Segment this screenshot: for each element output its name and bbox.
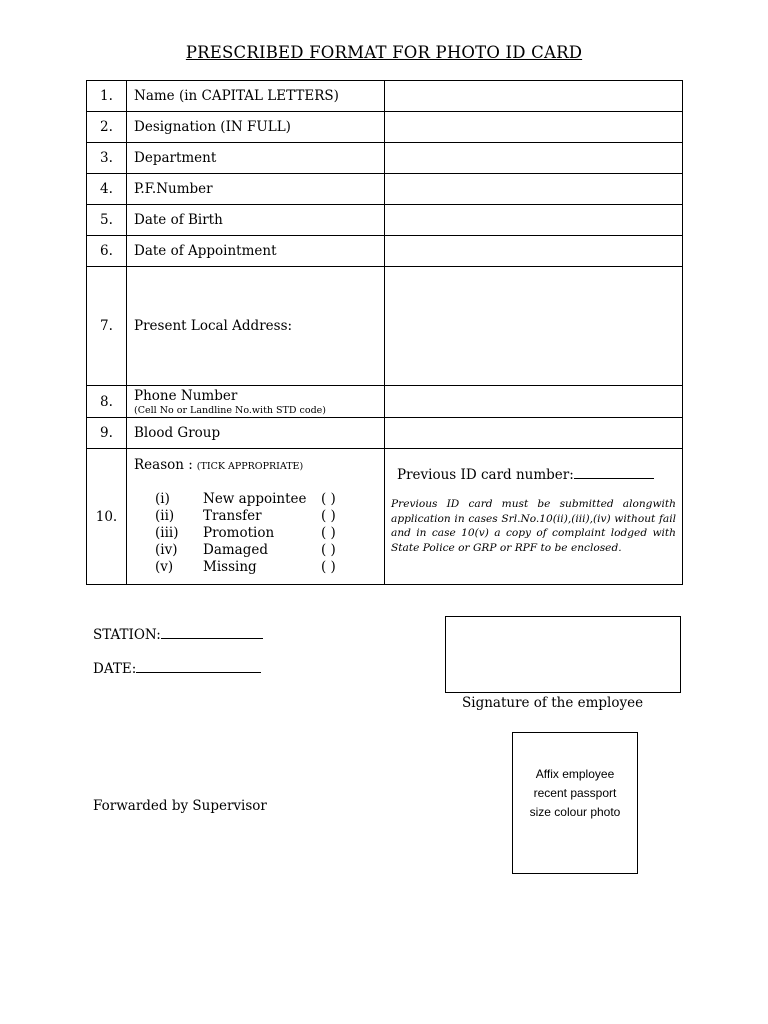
tick-box[interactable]: ( ) [321,508,336,524]
reason-heading [134,457,303,473]
table-row [87,112,683,143]
date-field[interactable] [93,661,261,677]
address-entry-cell[interactable] [385,267,683,386]
row-number: 4. [87,174,127,205]
option-number: (v) [155,559,174,575]
field-label-designation: Designation (IN FULL) [127,112,385,143]
row-number: 10. [87,449,127,585]
row-number: 7. [87,267,127,386]
phone-sublabel: (Cell No or Landline No.with STD code) [134,404,326,416]
previous-id-label: Previous ID card number: [397,467,574,483]
id-card-form-table [86,80,683,585]
station-blank[interactable] [161,638,263,639]
phone-label: Phone Number [134,387,238,404]
tick-box[interactable]: ( ) [321,525,336,541]
field-label-pf-number: P.F.Number [127,174,385,205]
designation-entry-cell[interactable] [385,112,683,143]
option-label: New appointee [203,491,307,507]
option-label: Damaged [203,542,268,558]
station-label: STATION: [93,627,161,643]
tick-box[interactable]: ( ) [321,559,336,575]
row-number: 3. [87,143,127,174]
field-label-blood-group: Blood Group [127,418,385,449]
field-label-department: Department [127,143,385,174]
row-number: 5. [87,205,127,236]
option-number: (iv) [155,542,178,558]
table-row [87,174,683,205]
form-title: PRESCRIBED FORMAT FOR PHOTO ID CARD [185,43,583,62]
tick-box[interactable]: ( ) [321,542,336,558]
field-label-phone [127,386,385,418]
reason-option-missing[interactable] [155,559,336,576]
pf-number-entry-cell[interactable] [385,174,683,205]
station-field[interactable] [93,627,263,643]
tick-instruction: (TICK APPROPRIATE) [196,461,304,472]
previous-id-field[interactable] [397,467,654,483]
forwarded-by-supervisor: Forwarded by Supervisor [93,798,267,814]
phone-entry-cell[interactable] [385,386,683,418]
table-row [87,267,683,386]
reason-label: Reason : [134,457,193,473]
table-row [87,205,683,236]
field-label-address: Present Local Address: [127,267,385,386]
tick-box[interactable]: ( ) [321,491,336,507]
name-entry-cell[interactable] [385,81,683,112]
option-label: Transfer [203,508,262,524]
photo-instruction-line: recent passport [533,786,617,800]
photo-box[interactable] [512,732,638,874]
signature-label: Signature of the employee [462,695,644,711]
date-of-birth-entry-cell[interactable] [385,205,683,236]
option-number: (ii) [155,508,175,524]
row-number: 2. [87,112,127,143]
date-label: DATE: [93,661,137,677]
row-number: 1. [87,81,127,112]
signature-box[interactable] [445,616,681,693]
reason-cell [127,449,385,585]
table-row [87,449,683,585]
previous-id-note: Previous ID card must be submitted alongwith application in cases Srl.No.10(ii),(iii),(iv) without fail and in case 10(v) a copy of complaint lodged with State Police or GRP or RPF to be enclosed. [391,498,676,554]
field-label-name: Name (in CAPITAL LETTERS) [127,81,385,112]
date-blank[interactable] [136,672,261,673]
row-number: 6. [87,236,127,267]
field-label-date-of-appointment: Date of Appointment [127,236,385,267]
table-row [87,81,683,112]
photo-instruction-line: Affix employee [535,767,615,781]
table-row [87,236,683,267]
previous-id-blank[interactable] [574,478,654,479]
reason-option-new-appointee[interactable] [155,491,336,508]
previous-id-cell [385,449,683,585]
reason-option-damaged[interactable] [155,542,336,559]
reason-option-promotion[interactable] [155,525,336,542]
option-label: Promotion [203,525,275,541]
date-of-appointment-entry-cell[interactable] [385,236,683,267]
department-entry-cell[interactable] [385,143,683,174]
field-label-date-of-birth: Date of Birth [127,205,385,236]
reason-option-transfer[interactable] [155,508,336,525]
option-label: Missing [203,559,257,575]
row-number: 8. [87,386,127,418]
option-number: (i) [155,491,170,507]
table-row [87,143,683,174]
blood-group-entry-cell[interactable] [385,418,683,449]
photo-instruction-line: size colour photo [529,805,621,819]
table-row [87,386,683,418]
row-number: 9. [87,418,127,449]
option-number: (iii) [155,525,179,541]
table-row [87,418,683,449]
